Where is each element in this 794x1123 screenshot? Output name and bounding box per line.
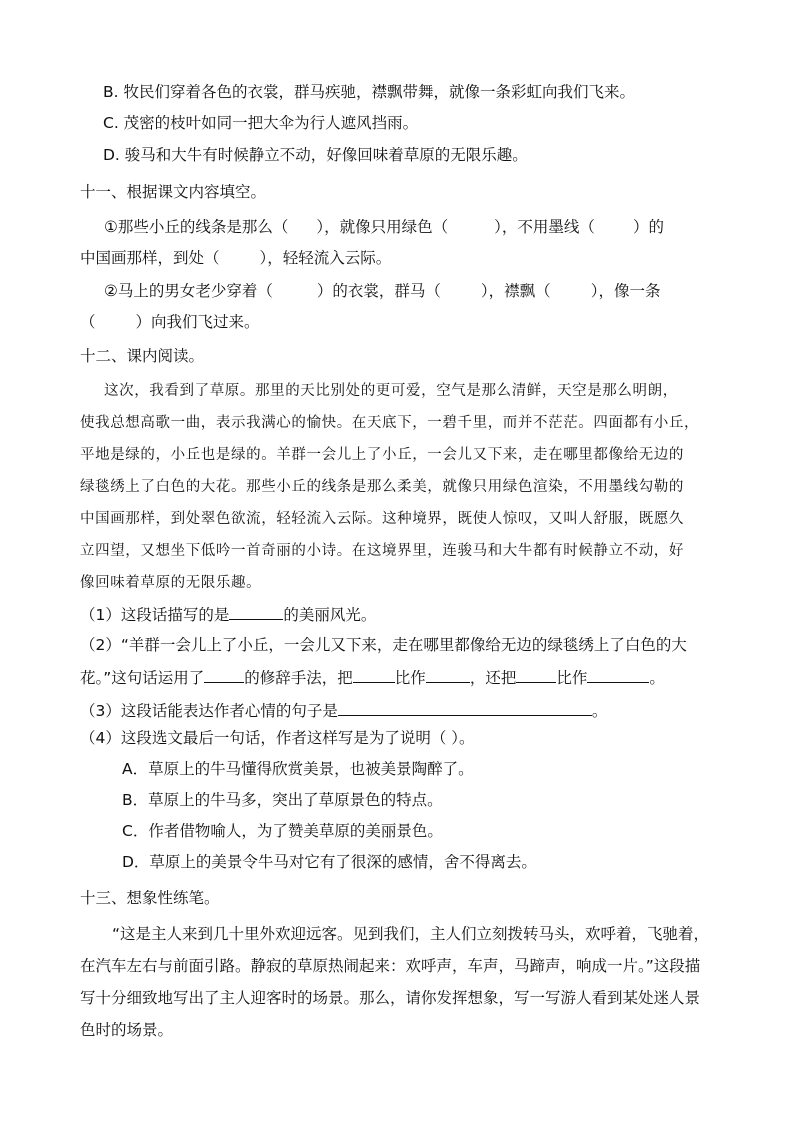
fill-sentence-1-cont [80,248,391,268]
passage-line: 平地是绿的，小丘也是绿的。羊群一会儿上了小丘，一会儿又下来，走在哪里都像给无边的 [80,447,684,463]
option-d: D. 骏马和大牛有时候静立不动，好像回味着草原的无限乐趣。 [103,146,528,164]
passage-line: 像回味着草原的无限乐趣。 [80,575,262,591]
fill-text: （ [80,313,96,331]
choice-d[interactable]: D．草原上的美景令牛马对它有了很深的感情，舍不得离去。 [122,853,537,871]
answer-blank[interactable] [204,666,244,683]
writing-prompt-line: 写十分细致地写出了主人迎客时的场景。那么，请你发挥想象，写一写游人看到某处迷人景 [80,989,701,1007]
fill-sentence-2 [104,281,660,301]
writing-prompt-line: “这是主人来到几十里外欢迎远客。见到我们，主人们立刻拨转马头，欢呼着，飞驰着， [112,925,710,943]
answer-blank[interactable] [516,666,556,683]
fill-text: ①那些小丘的线条是那么（ [104,218,289,236]
fill-text: ），襟飘（ [480,282,551,300]
question-text: 。 [649,669,665,687]
fill-text: ）向我们飞过来。 [135,313,260,331]
question-4: （4）这段选文最后一句话，作者这样写是为了说明（ ）。 [80,729,475,747]
fill-text: ），就像只用绿色（ [316,218,449,236]
question-text: 花。”这句话运用了 [80,669,205,687]
passage-line: 绿毯绣上了白色的大花。那些小丘的线条是那么柔美，就像只用绿色渲染，不用墨线勾勒的 [80,479,684,495]
question-text: （3）这段话能表达作者心情的句子是 [80,702,338,720]
question-text: 。 [591,702,608,720]
choice-c[interactable]: C．作者借物喻人，为了赞美草原的美丽景色。 [122,822,443,840]
choice-b[interactable]: B．草原上的牛马多，突出了草原景色的特点。 [122,791,443,809]
answer-blank[interactable] [338,699,592,716]
section-13-title: 十三、想象性练笔。 [80,889,220,907]
section-12-title: 十二、课内阅读。 [80,347,205,365]
question-text: 比作 [556,669,588,687]
question-text: （1）这段话描写的是 [80,606,230,624]
fill-text: ）的衣裳，群马（ [316,282,441,300]
fill-text: ），像一条 [590,282,661,300]
fill-text: ），不用墨线（ [494,218,595,236]
answer-blank[interactable] [426,666,470,683]
question-text: 比作 [394,669,426,687]
section-11-title: 十一、根据课文内容填空。 [80,183,267,201]
fill-sentence-2-cont [80,312,260,332]
passage-line: 立四望，又想坐下低吟一首奇丽的小诗。在这境界里，连骏马和大牛都有时候静立不动，好 [80,543,684,559]
question-text: 的修辞手法，把 [244,669,353,687]
question-2-cont [80,666,665,688]
answer-blank[interactable] [229,603,283,620]
question-text: 的美丽风光。 [283,606,377,624]
question-text: ，还把 [469,669,517,687]
option-c: C. 茂密的枝叶如同一把大伞为行人遮风挡雨。 [103,114,419,132]
fill-text: ），轻轻流入云际。 [259,249,392,267]
fill-text: ）的 [632,218,664,236]
fill-sentence-1 [104,217,664,237]
passage-line: 使我总想高歌一曲，表示我满心的愉快。在天底下，一碧千里，而并不茫茫。四面都有小丘， [80,415,700,431]
question-2: （2）“羊群一会儿上了小丘，一会儿又下来，走在哪里都像给无边的绿毯绣上了白色的大 [80,636,687,654]
passage-line: 中国画那样，到处翠色欲流，轻轻流入云际。这种境界，既使人惊叹，又叫人舒服，既愿久 [80,511,684,527]
option-b: B. 牧民们穿着各色的衣裳，群马疾驰，襟飘带舞，就像一条彩虹向我们飞来。 [103,83,635,101]
fill-text: 中国画那样，到处（ [80,249,220,267]
question-3 [80,699,607,721]
writing-prompt-line: 在汽车左右与前面引路。静寂的草原热闹起来：欢呼声，车声，马蹄声，响成一片。”这段描 [80,957,701,975]
answer-blank[interactable] [587,666,649,683]
answer-blank[interactable] [353,666,395,683]
choice-a[interactable]: A．草原上的牛马懂得欣赏美景，也被美景陶醉了。 [122,760,474,778]
question-1 [80,603,376,625]
fill-text: ②马上的男女老少穿着（ [104,282,273,300]
writing-prompt-line: 色时的场景。 [80,1021,174,1039]
passage-line: 这次，我看到了草原。那里的天比别处的更可爱，空气是那么清鲜，天空是那么明朗， [104,383,678,399]
